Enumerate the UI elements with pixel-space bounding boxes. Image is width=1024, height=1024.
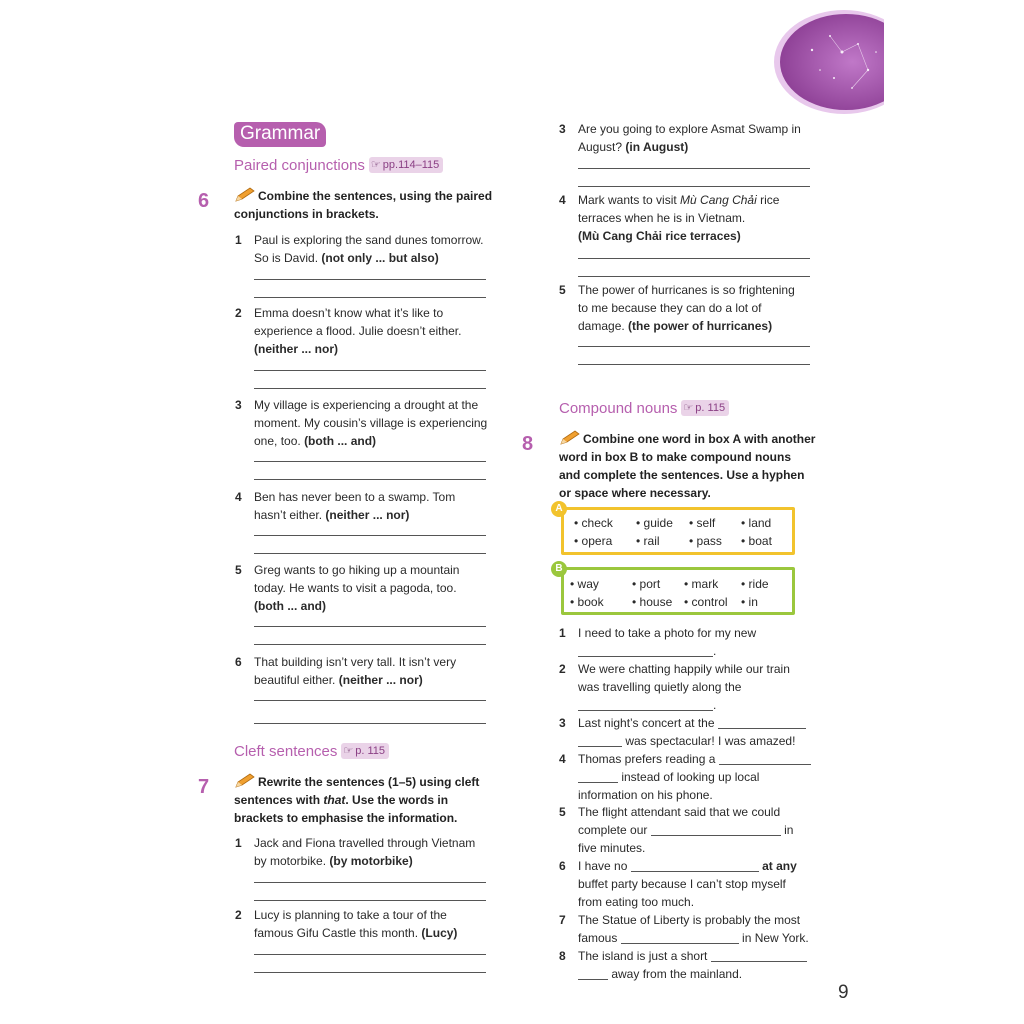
ex8-instruction-line: and complete the sentences. Use a hyphen bbox=[559, 468, 805, 482]
item-number: 5 bbox=[235, 563, 242, 577]
sentence-line: The flight attendant said that we could bbox=[578, 805, 781, 819]
sentence-line: I need to take a photo for my new bbox=[578, 626, 757, 640]
answer-blank[interactable] bbox=[578, 782, 618, 783]
item-text: rice bbox=[760, 193, 780, 207]
word-text: guide bbox=[643, 516, 673, 530]
item-number: 7 bbox=[559, 913, 566, 927]
word-text: book bbox=[577, 595, 604, 609]
box-a-word: • guide bbox=[636, 516, 673, 530]
answer-line[interactable] bbox=[254, 954, 486, 955]
answer-line[interactable] bbox=[254, 882, 486, 883]
item-number: 5 bbox=[559, 805, 566, 819]
ex8-sentence-8 bbox=[559, 947, 823, 983]
item-text: one, too. bbox=[254, 434, 301, 448]
ex6-item-1 bbox=[235, 231, 499, 267]
item-number: 2 bbox=[235, 306, 242, 320]
ex8-instruction-line: word in box B to make compound nouns bbox=[559, 450, 792, 464]
ex7-page-ref-text: p. 115 bbox=[355, 745, 386, 757]
item-text-line bbox=[578, 317, 823, 335]
answer-line[interactable] bbox=[578, 364, 810, 365]
word-text: rail bbox=[643, 534, 660, 548]
answer-line[interactable] bbox=[578, 186, 810, 187]
ex6-item-3 bbox=[235, 396, 499, 450]
item-number: 4 bbox=[559, 193, 566, 207]
item-cue: (neither ... nor) bbox=[254, 342, 338, 356]
answer-line[interactable] bbox=[254, 370, 486, 371]
box-a-badge: A bbox=[551, 501, 567, 517]
item-text: So is David. bbox=[254, 251, 319, 265]
sentence-line bbox=[578, 821, 823, 839]
item-number: 2 bbox=[235, 908, 242, 922]
box-b-word: • house bbox=[632, 595, 673, 609]
answer-line[interactable] bbox=[254, 972, 486, 973]
sentence-text: in bbox=[784, 823, 794, 837]
ex6-page-ref bbox=[369, 157, 443, 173]
ex6-item-2 bbox=[235, 304, 499, 358]
word-text: self bbox=[696, 516, 716, 530]
word-text: land bbox=[748, 516, 772, 530]
item-number: 3 bbox=[559, 716, 566, 730]
answer-line[interactable] bbox=[254, 535, 486, 536]
sentence-line: We were chatting happily while our train bbox=[578, 662, 790, 676]
answer-blank[interactable] bbox=[621, 943, 739, 944]
item-number: 6 bbox=[559, 859, 566, 873]
item-text-line: experience a flood. Julie doesn’t either. bbox=[254, 324, 462, 338]
answer-line[interactable] bbox=[254, 279, 486, 280]
box-a-word: • opera bbox=[574, 534, 613, 548]
item-number: 3 bbox=[559, 122, 566, 136]
page-number: 9 bbox=[838, 982, 849, 1003]
sentence-line: information on his phone. bbox=[578, 788, 713, 802]
item-text: hasn’t either. bbox=[254, 508, 323, 522]
ex6-page-ref-text: pp.114–115 bbox=[382, 159, 440, 171]
ex7-instruction bbox=[234, 773, 499, 827]
box-b-word: • way bbox=[570, 577, 599, 591]
ex8-sentence-6 bbox=[559, 857, 823, 911]
item-number: 5 bbox=[559, 283, 566, 297]
ex6-instruction-text: Combine the sentences, using the paired conjunctions in brackets. bbox=[234, 189, 493, 221]
item-text-line bbox=[254, 924, 499, 942]
sentence-line: . bbox=[578, 642, 823, 660]
item-text: famous Gifu Castle this month. bbox=[254, 926, 419, 940]
ex8-instruction bbox=[559, 430, 824, 502]
sentence-line: . bbox=[578, 696, 823, 714]
item-text-line bbox=[254, 671, 499, 689]
item-cue: (both ... and) bbox=[254, 599, 326, 613]
item-cue: (neither ... nor) bbox=[325, 508, 410, 522]
box-b-word: • in bbox=[741, 595, 758, 609]
item-text-line: The power of hurricanes is so frightening bbox=[578, 283, 795, 297]
item-cue: (Mù Cang Chải rice terraces) bbox=[578, 229, 741, 243]
ex7-instruction-text: Rewrite the sentences (1–5) using cleft bbox=[258, 775, 480, 789]
ex7-instruction-line bbox=[234, 773, 499, 791]
item-text: beautiful either. bbox=[254, 673, 336, 687]
sentence-bold: at any bbox=[762, 859, 797, 873]
item-number: 4 bbox=[559, 752, 566, 766]
item-text-line bbox=[254, 597, 499, 615]
ex8-sentence-5 bbox=[559, 803, 823, 857]
pencil-icon bbox=[234, 773, 256, 789]
sentence-line bbox=[578, 929, 823, 947]
ex8-subtitle bbox=[559, 400, 729, 418]
sentence-line bbox=[578, 947, 823, 965]
word-text: mark bbox=[691, 577, 719, 591]
answer-blank[interactable] bbox=[631, 871, 759, 872]
sentence-text: Thomas prefers reading a bbox=[578, 752, 716, 766]
sentence-line: The Statue of Liberty is probably the most bbox=[578, 913, 801, 927]
box-b-word: • port bbox=[632, 577, 661, 591]
ex8-sentence-1 bbox=[559, 624, 823, 660]
ex7-instruction-text: . Use the words in bbox=[345, 793, 449, 807]
word-text: port bbox=[639, 577, 661, 591]
word-text: opera bbox=[581, 534, 613, 548]
item-place-italic: Mù Cang Chải bbox=[680, 193, 757, 207]
item-cue: (both ... and) bbox=[304, 434, 377, 448]
ex7-subtitle bbox=[234, 743, 389, 761]
word-text: ride bbox=[748, 577, 769, 591]
ex6-subtitle bbox=[234, 157, 443, 175]
box-b-word: • mark bbox=[684, 577, 719, 591]
sentence-line bbox=[578, 732, 823, 750]
pointing-hand-icon: ☞ bbox=[343, 745, 354, 757]
ex8-instruction-line bbox=[559, 430, 824, 448]
sentence-line bbox=[578, 714, 823, 732]
item-text-line bbox=[578, 138, 823, 156]
ex6-item-5 bbox=[235, 561, 499, 615]
item-text-line: That building isn’t very tall. It isn’t very bbox=[254, 655, 457, 669]
answer-blank[interactable] bbox=[651, 835, 781, 836]
item-number: 2 bbox=[559, 662, 566, 676]
item-text-line: terraces when he is in Vietnam. bbox=[578, 211, 746, 225]
item-number: 1 bbox=[559, 626, 566, 640]
item-cue: (Lucy) bbox=[421, 926, 458, 940]
ex8-number: 8 bbox=[522, 433, 534, 455]
item-cue: (by motorbike) bbox=[329, 854, 413, 868]
ex8-page-ref bbox=[681, 400, 729, 416]
ex7-item-1 bbox=[235, 834, 499, 870]
ex7-subtitle-text: Cleft sentences bbox=[234, 743, 338, 760]
sentence-text: in New York. bbox=[742, 931, 809, 945]
item-text-line: Ben has never been to a swamp. Tom bbox=[254, 490, 456, 504]
box-b-word: • book bbox=[570, 595, 604, 609]
answer-blank[interactable] bbox=[578, 746, 622, 747]
word-text: way bbox=[577, 577, 599, 591]
answer-blank[interactable] bbox=[719, 764, 811, 765]
sentence-line bbox=[578, 750, 823, 768]
item-number: 1 bbox=[235, 233, 242, 247]
ex8-instruction-line: or space where necessary. bbox=[559, 486, 711, 500]
item-number: 6 bbox=[235, 655, 242, 669]
answer-line[interactable] bbox=[254, 723, 486, 724]
decorative-galaxy-image bbox=[772, 0, 884, 118]
sentence-text: instead of looking up local bbox=[621, 770, 760, 784]
ex7-instruction-line: brackets to emphasise the information. bbox=[234, 811, 458, 825]
ex8-sentence-2 bbox=[559, 660, 823, 714]
ex6-subtitle-text: Paired conjunctions bbox=[234, 157, 365, 174]
ex6-instruction bbox=[234, 187, 494, 223]
sentence-line bbox=[578, 965, 823, 983]
answer-line[interactable] bbox=[254, 553, 486, 554]
box-b-badge: B bbox=[551, 561, 567, 577]
box-a-word: • pass bbox=[689, 534, 722, 548]
sentence-text: away from the mainland. bbox=[611, 967, 743, 981]
word-text: in bbox=[748, 595, 758, 609]
item-text: August? bbox=[578, 140, 623, 154]
word-text: boat bbox=[748, 534, 772, 548]
ex6-number: 6 bbox=[198, 190, 210, 212]
ex7-item-2 bbox=[235, 906, 499, 942]
ex7-item-3 bbox=[559, 120, 823, 156]
answer-line[interactable] bbox=[254, 388, 486, 389]
item-text: by motorbike. bbox=[254, 854, 327, 868]
pointing-hand-icon: ☞ bbox=[683, 402, 694, 414]
sentence-text: Last night’s concert at the bbox=[578, 716, 715, 730]
sentence-line: was travelling quietly along the bbox=[578, 680, 742, 694]
item-number: 1 bbox=[235, 836, 242, 850]
answer-line[interactable] bbox=[578, 276, 810, 277]
pointing-hand-icon: ☞ bbox=[370, 159, 381, 171]
ex7-number: 7 bbox=[198, 776, 210, 798]
answer-line[interactable] bbox=[254, 626, 486, 627]
answer-blank[interactable] bbox=[711, 961, 807, 962]
sentence-text: The island is just a short bbox=[578, 949, 708, 963]
item-cue: (neither ... nor) bbox=[338, 673, 423, 687]
ex7-item-4 bbox=[559, 191, 823, 245]
item-text-line: Greg wants to go hiking up a mountain bbox=[254, 563, 460, 577]
box-b-word: • control bbox=[684, 595, 728, 609]
item-text-line: to me because they can do a lot of bbox=[578, 301, 762, 315]
box-a-word: • rail bbox=[636, 534, 660, 548]
box-a-word: • check bbox=[574, 516, 613, 530]
item-cue: (the power of hurricanes) bbox=[628, 319, 773, 333]
ex7-item-5 bbox=[559, 281, 823, 335]
answer-line[interactable] bbox=[254, 479, 486, 480]
answer-line[interactable] bbox=[578, 258, 810, 259]
sentence-line: buffet party because I can’t stop myself bbox=[578, 877, 786, 891]
item-text-line bbox=[254, 432, 499, 450]
item-text-line: Are you going to explore Asmat Swamp in bbox=[578, 122, 801, 136]
ex7-instruction-text: sentences with bbox=[234, 793, 321, 807]
word-text: control bbox=[691, 595, 728, 609]
ex6-item-6 bbox=[235, 653, 499, 689]
ex8-page-ref-text: p. 115 bbox=[695, 402, 726, 414]
item-number: 3 bbox=[235, 398, 242, 412]
answer-blank[interactable] bbox=[718, 728, 806, 729]
answer-blank[interactable] bbox=[578, 656, 713, 657]
item-text-line bbox=[254, 249, 499, 267]
ex7-instruction-line bbox=[234, 791, 499, 809]
answer-line[interactable] bbox=[578, 346, 810, 347]
answer-line[interactable] bbox=[254, 461, 486, 462]
sentence-text: was spectacular! I was amazed! bbox=[625, 734, 796, 748]
box-a-word: • self bbox=[689, 516, 716, 530]
ex8-subtitle-text: Compound nouns bbox=[559, 400, 678, 417]
ex6-item-4 bbox=[235, 488, 499, 524]
answer-line[interactable] bbox=[254, 297, 486, 298]
pencil-icon bbox=[559, 430, 581, 446]
box-a-word: • land bbox=[741, 516, 772, 530]
item-text-line bbox=[578, 227, 823, 245]
sentence-line bbox=[578, 857, 823, 875]
item-text-line bbox=[254, 340, 499, 358]
item-text-line bbox=[254, 852, 499, 870]
item-text: Mark wants to visit bbox=[578, 193, 677, 207]
section-title: Grammar bbox=[234, 122, 326, 147]
item-text-line bbox=[254, 506, 499, 524]
ex8-sentence-3 bbox=[559, 714, 823, 750]
item-text: damage. bbox=[578, 319, 625, 333]
item-text-line: Jack and Fiona travelled through Vietnam bbox=[254, 836, 476, 850]
item-number: 8 bbox=[559, 949, 566, 963]
item-text-line: today. He wants to visit a pagoda, too. bbox=[254, 581, 457, 595]
item-cue: (not only ... but also) bbox=[321, 251, 439, 265]
ex8-sentence-7 bbox=[559, 911, 823, 947]
ex8-instruction-text: Combine one word in box A with another bbox=[583, 432, 816, 446]
ex7-page-ref bbox=[341, 743, 389, 759]
sentence-line: from eating too much. bbox=[578, 895, 695, 909]
answer-blank[interactable] bbox=[578, 710, 713, 711]
answer-line[interactable] bbox=[254, 700, 486, 701]
item-text-line: Emma doesn’t know what it’s like to bbox=[254, 306, 444, 320]
box-a-word: • boat bbox=[741, 534, 772, 548]
word-text: pass bbox=[696, 534, 722, 548]
sentence-line bbox=[578, 768, 823, 786]
pencil-icon bbox=[234, 187, 256, 203]
answer-line[interactable] bbox=[578, 168, 810, 169]
word-text: check bbox=[581, 516, 613, 530]
ex7-instruction-italic: that bbox=[323, 793, 346, 807]
ex8-sentence-4 bbox=[559, 750, 823, 804]
sentence-text: famous bbox=[578, 931, 618, 945]
word-text: house bbox=[639, 595, 673, 609]
answer-blank[interactable] bbox=[578, 979, 608, 980]
item-cue: (in August) bbox=[625, 140, 689, 154]
item-text-line: My village is experiencing a drought at the bbox=[254, 398, 479, 412]
item-text-line bbox=[578, 191, 823, 209]
answer-line[interactable] bbox=[254, 644, 486, 645]
item-number: 4 bbox=[235, 490, 242, 504]
item-text-line: moment. My cousin’s village is experiencing bbox=[254, 416, 488, 430]
answer-line[interactable] bbox=[254, 900, 486, 901]
box-b-word: • ride bbox=[741, 577, 769, 591]
sentence-text: complete our bbox=[578, 823, 648, 837]
item-text-line: Paul is exploring the sand dunes tomorrow. bbox=[254, 233, 484, 247]
item-text-line: Lucy is planning to take a tour of the bbox=[254, 908, 447, 922]
sentence-line: five minutes. bbox=[578, 841, 646, 855]
sentence-text: I have no bbox=[578, 859, 628, 873]
